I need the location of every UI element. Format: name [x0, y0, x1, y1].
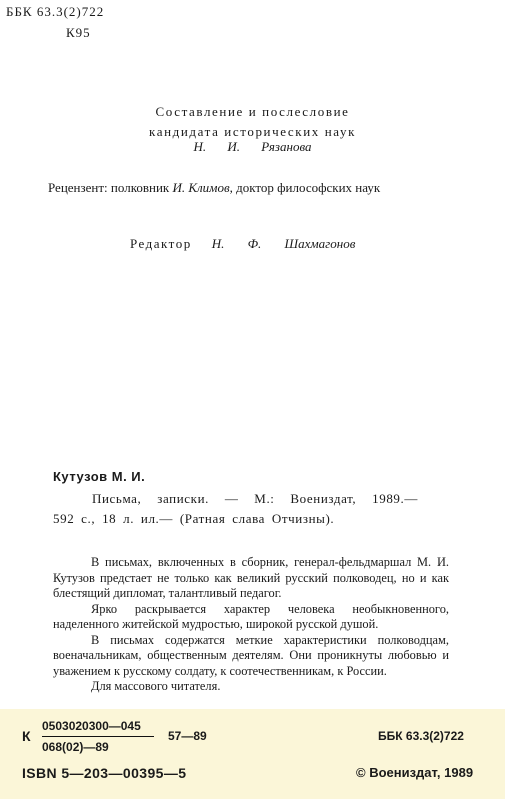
footer-k-letter: К: [22, 728, 31, 744]
reviewer-prefix: Рецензент: полковник: [48, 180, 173, 195]
compiler-line-2: кандидата исторических наук: [148, 124, 357, 139]
editor-name: Н. Ф. Шахмагонов: [211, 236, 356, 251]
bibliographic-line-1: Письма, записки. — М.: Воениздат, 1989.—: [92, 491, 418, 506]
footer-pages-code: 57—89: [168, 729, 207, 743]
footer-denominator: 068(02)—89: [42, 740, 109, 754]
bibliographic-author: Кутузов М. И.: [53, 469, 146, 484]
editor-label: Редактор: [130, 236, 192, 251]
copyright: © Воениздат, 1989: [356, 765, 474, 780]
isbn: ISBN 5—203—00395—5: [22, 765, 187, 781]
annotation-paragraph: Ярко раскрывается характер человека необыкновенного, наделенного житейской мудростью, широкой русской душой.: [53, 601, 449, 631]
reviewer-name: И. Климов,: [172, 180, 233, 195]
bibliographic-line-2: 592 с., 18 л. ил.— (Ратная слава Отчизны).: [53, 511, 335, 526]
compiler-name: Н. И. Рязанова: [193, 139, 312, 154]
annotation-paragraph: В письмах, включенных в сборник, генерал-фельдмаршал М. И. Кутузов предстает не только как великий русский полководец, но и как блестящий дипломат, талантливый педагог.: [53, 555, 449, 600]
reviewer-suffix: доктор философских наук: [232, 180, 381, 195]
annotation: [53, 555, 449, 695]
footer-numerator: 0503020300—045: [42, 719, 141, 733]
editor-line: [130, 236, 355, 252]
annotation-paragraph: Для массового читателя.: [91, 679, 221, 693]
annotation-paragraph: В письмах содержатся меткие характеристики полководцам, военачальникам, общественным деятелям. Они проникнуты любовью и уважением к русскому солдату, к соотечественникам, к России.: [53, 632, 449, 678]
footer-bbk: ББК 63.3(2)722: [378, 729, 464, 743]
compiler-line-1: Составление и послесловие: [155, 104, 350, 119]
bbk-code-top: ББК 63.3(2)722: [6, 4, 105, 19]
author-sign-code: К95: [66, 25, 91, 40]
fraction-line: [42, 736, 154, 737]
reviewer-line: [48, 180, 380, 196]
